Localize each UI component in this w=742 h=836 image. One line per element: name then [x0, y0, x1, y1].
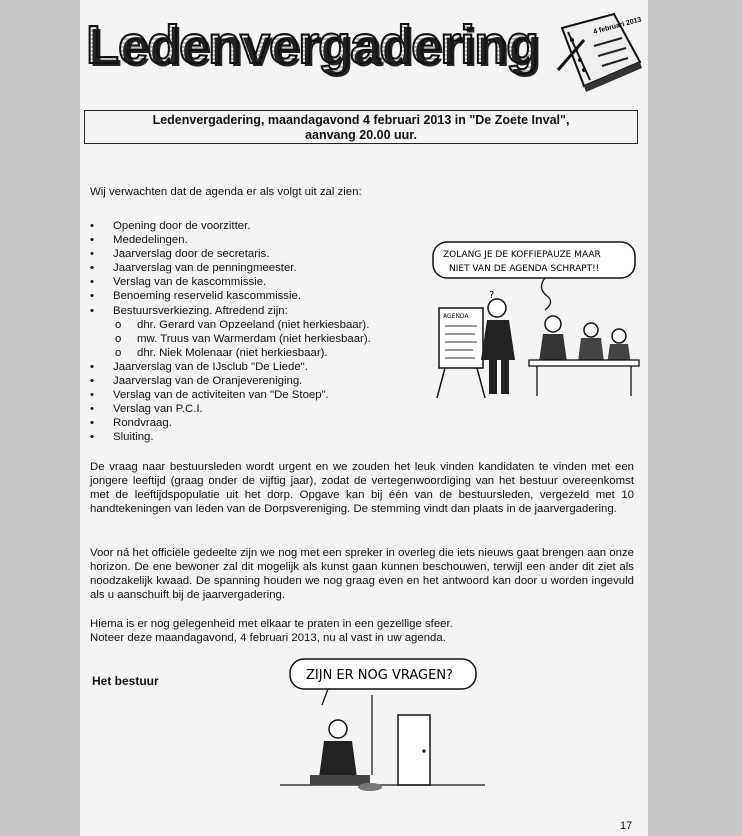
paragraph-note-date: Noteer deze maandagavond, 4 februari 2013, nu al vast in uw agenda. [90, 632, 446, 644]
agenda-item: • Benoeming reservelid kascommissie. [90, 290, 302, 303]
cartoon1-speech-line1: ZOLANG JE DE KOFFIEPAUZE MAAR [443, 250, 601, 260]
cartoon2-speech: ZIJN ER NOG VRAGEN? [306, 668, 453, 683]
board-label: AGENDA [443, 313, 469, 320]
agenda-item: • Verslag van de kascommissie. [90, 276, 267, 289]
agenda-subitem: o dhr. Niek Molenaar (niet herkiesbaar). [115, 346, 328, 359]
masthead-title: Ledenvergadering [86, 15, 539, 75]
agenda-intro: Wij verwachten dat de agenda er als volgt uit zal zien: [90, 186, 362, 198]
agenda-subitem: o dhr. Gerard van Opzeeland (niet herkiesbaar). [115, 318, 370, 331]
agenda-item: • Jaarverslag van de IJsclub "De Liede". [90, 360, 308, 373]
paragraph-social: Hiema is er nog gelegenheid met elkaar te praten in een gezellige sfeer. [90, 618, 453, 630]
masthead [86, 10, 641, 96]
agenda-item: • Bestuursverkiezing. Aftredend zijn: [90, 304, 288, 317]
agenda-item: • Mededelingen. [90, 234, 188, 247]
signature: Het bestuur [92, 674, 159, 688]
agenda-item: • Opening door de voorzitter. [90, 220, 251, 232]
agenda-item: • Jaarverslag van de Oranjevereniging. [90, 375, 303, 388]
meeting-header [84, 110, 638, 144]
meeting-header-line1: Ledenvergadering, maandagavond 4 februari 2013 in "De Zoete Inval", [152, 113, 570, 127]
questions-cartoon [280, 655, 490, 805]
agenda-item: • Sluiting. [90, 431, 154, 444]
meeting-header-line2: aanvang 20.00 uur. [305, 128, 417, 142]
meeting-cartoon [425, 236, 640, 406]
paragraph-speaker: Voor ná het officiële gedeelte zijn we nog met een spreker in overleg die iets nieuws gaat brengen aan onze horizon. De ene bewoner zal dit mogelijk als kunst gaan kunnen beschouwen, terwijl een ander dit ziet als noodzakelijk kwaad. De spanning houden we nog graag even en het antwoord kan door u worden ingevuld als u aanschuift bij de jaarvergadering. [90, 547, 634, 602]
agenda-item: • Jaarverslag van de penningmeester. [90, 262, 297, 275]
agenda-item: • Jaarverslag door de secretaris. [90, 248, 270, 261]
svg-text:?: ? [489, 290, 495, 301]
agenda-item: • Verslag van de activiteiten van "De Stoep". [90, 389, 329, 402]
agenda-subitem: o mw. Truus van Warmerdam (niet herkiesbaar). [115, 332, 371, 345]
agenda-book-icon [554, 10, 644, 96]
agenda-list [90, 219, 371, 445]
page-number: 17 [620, 820, 633, 832]
paragraph-board-members: De vraag naar bestuursleden wordt urgent en we zouden het leuk vinden kandidaten te vinden met een jongere leeftijd (graag onder de vijftig jaar), zodat de vertegenwoordiging van het bestuur overeenkomst met de leeftijdspopulatie uit het dorp. Opgave kan bij één van de bestuursleden, vergezeld met 10 handtekeningen van leden van de Dorpsvereniging. De stemming vindt dan plaats in de jaarvergadering. [90, 461, 634, 516]
agenda-item: • Rondvraag. [90, 417, 172, 430]
agenda-item: • Verslag van P.C.I. [90, 403, 203, 416]
cartoon1-speech-line2: NIET VAN DE AGENDA SCHRAPT!! [449, 264, 600, 274]
book-label: 4 februari 2013 [592, 16, 643, 36]
